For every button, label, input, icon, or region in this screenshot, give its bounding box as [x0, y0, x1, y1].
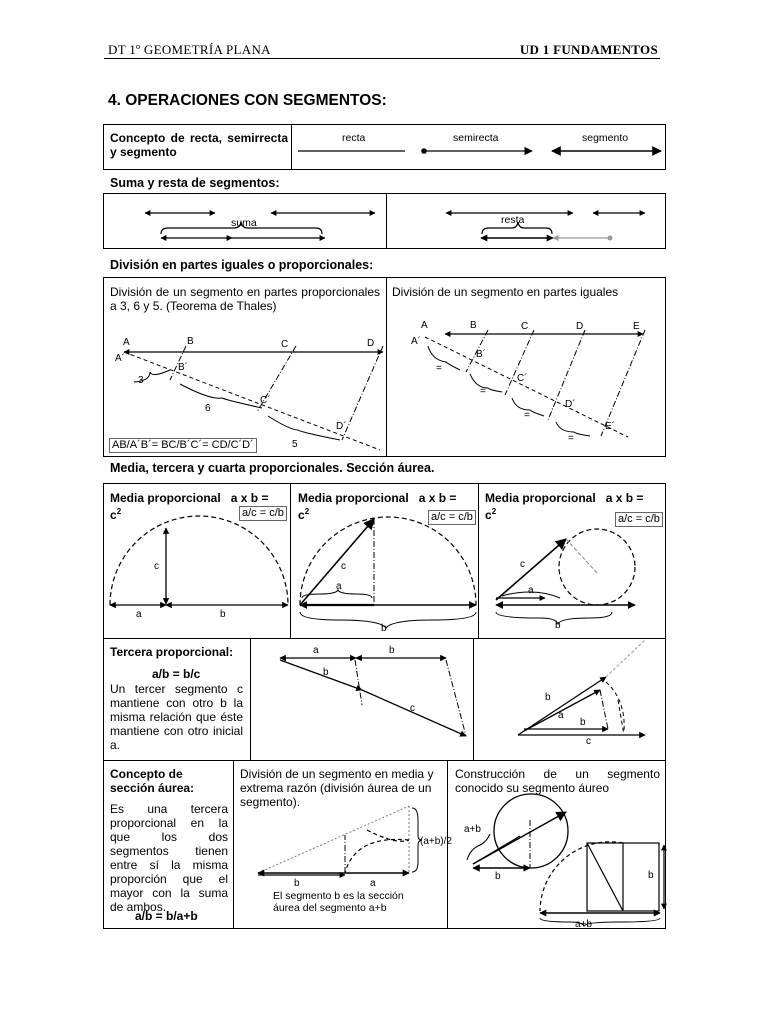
n3: 3: [138, 375, 144, 386]
tercera-text: Un tercer segmento c mantiene con otro b la misma relación que éste mantiene con otro inicial a.: [110, 682, 243, 752]
pt-D: D: [576, 321, 584, 332]
media-ratio-3: a/c = c/b: [615, 512, 663, 527]
lbl-c: c: [410, 703, 415, 714]
pt-Cp: C´: [260, 395, 271, 406]
aurea-formula: a/b = b/a+b: [135, 909, 198, 923]
lbl-b: b: [389, 645, 395, 656]
pt-Ap: A´: [411, 336, 421, 347]
pt-Ap: A´: [115, 353, 125, 364]
lbl-a: a: [370, 878, 376, 889]
media-ratio-2: a/c = c/b: [428, 510, 476, 525]
lbl-b: b: [323, 667, 329, 678]
semirecta-label: semirecta: [453, 132, 499, 144]
division-left-text: División de un segmento en partes proporcionales a 3, 6 y 5. (Teorema de Thales): [110, 285, 380, 313]
pt-Dp: D´: [336, 421, 347, 432]
media-title-text: Media proporcional: [298, 491, 409, 505]
media-c: c: [485, 508, 492, 522]
lbl-b: b: [648, 870, 654, 881]
pt-Bp: B´: [476, 349, 486, 360]
n5: 5: [292, 439, 298, 450]
pt-A: A: [123, 337, 130, 348]
division-right-text: División de un segmento en partes iguales: [392, 285, 619, 299]
n6: 6: [205, 403, 211, 414]
media-formula: a x b =: [418, 491, 457, 505]
lbl-a: a: [558, 710, 564, 721]
media-formula: a x b =: [230, 491, 269, 505]
aurea-title: Concepto de sección áurea:: [110, 767, 195, 795]
suma-label: suma: [231, 217, 257, 229]
pt-E: E: [633, 321, 640, 332]
aurea-mid-text: División de un segmento en media y extrema razón (división áurea de un segmento).: [240, 767, 434, 809]
pt-B: B: [470, 320, 477, 331]
suma-resta-heading: Suma y resta de segmentos:: [110, 176, 280, 190]
media-c: c: [110, 508, 117, 522]
resta-label: resta: [501, 214, 525, 226]
lbl-c: c: [341, 561, 346, 572]
tercera-title: Tercera proporcional:: [110, 645, 234, 659]
eq: =: [524, 410, 530, 421]
media-ratio-1: a/c = c/b: [239, 506, 287, 521]
lbl-a: a: [336, 581, 342, 592]
lbl-c: c: [586, 736, 591, 747]
lbl-b: b: [545, 692, 551, 703]
header-unit: UD 1 FUNDAMENTOS: [519, 42, 658, 57]
pt-Bp: B´: [178, 362, 188, 373]
media-title-text: Media proporcional: [485, 491, 596, 505]
lbl-c: c: [154, 561, 159, 572]
lbl-apb2: (a+b)/2: [420, 836, 452, 847]
eq: =: [480, 386, 486, 397]
lbl-a: a: [136, 609, 142, 620]
pt-Ep: E´: [605, 421, 615, 432]
lbl-b: b: [555, 620, 561, 631]
lbl-b: b: [220, 609, 226, 620]
concepto-label: Concepto de recta, semirrecta y segmento: [110, 131, 288, 159]
lbl-b: b: [580, 717, 586, 728]
media-formula: a x b =: [605, 491, 644, 505]
segmento-label: segmento: [582, 132, 629, 144]
media-title-text: Media proporcional: [110, 491, 221, 505]
lbl-b: b: [495, 871, 501, 882]
recta-label: recta: [342, 132, 366, 144]
page-title: 4. OPERACIONES CON SEGMENTOS:: [108, 92, 387, 109]
lbl-a: a: [313, 645, 319, 656]
aurea-text: Es una tercera proporcional en la que los dos segmentos tienen entre sí la misma proporción que el mayor con la suma de ambos.: [110, 802, 228, 914]
aurea-right-text: Construcción de un segmento conocido su segmento áureo: [455, 767, 660, 795]
aurea-mid-note: El segmento b es la sección áurea del segmento a+b: [273, 890, 404, 914]
eq: =: [568, 433, 574, 444]
media-c: c: [298, 508, 305, 522]
lbl-apb: a+b: [575, 919, 592, 930]
media-heading: Media, tercera y cuarta proporcionales. Sección áurea.: [110, 461, 435, 475]
pt-Cp: C´: [517, 373, 528, 384]
lbl-c: c: [520, 559, 525, 570]
media-sup: 2: [116, 507, 122, 516]
pt-D: D: [367, 338, 375, 349]
pt-B: B: [187, 336, 194, 347]
lbl-b: b: [381, 623, 387, 634]
lbl-a: a: [528, 585, 534, 596]
pt-Dp: D´: [565, 399, 576, 410]
thales-formula: AB/A´B´= BC/B´C´= CD/C´D´: [109, 438, 257, 453]
lbl-apb: a+b: [464, 824, 481, 835]
media-sup: 2: [491, 507, 497, 516]
tercera-formula: a/b = b/c: [152, 667, 201, 681]
division-heading: División en partes iguales o proporcionales:: [110, 258, 374, 272]
pt-C: C: [521, 321, 529, 332]
pt-A: A: [421, 320, 428, 331]
header-course: DT 1º GEOMETRÍA PLANA: [108, 42, 271, 57]
media-sup: 2: [304, 507, 310, 516]
eq: =: [436, 363, 442, 374]
pt-C: C: [281, 339, 289, 350]
lbl-b: b: [294, 878, 300, 889]
